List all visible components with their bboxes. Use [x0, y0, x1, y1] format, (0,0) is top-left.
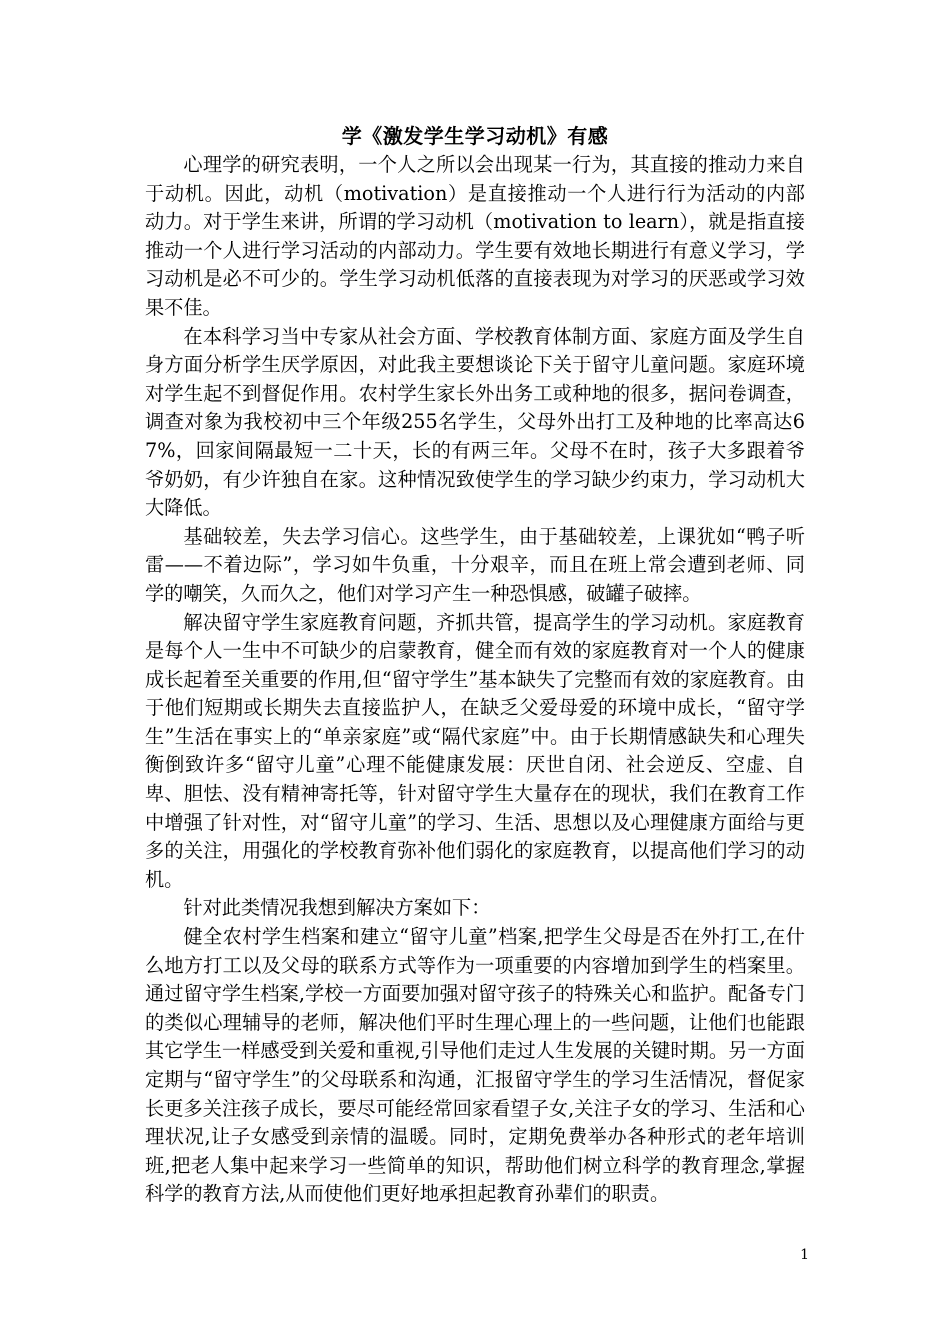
paragraph-weak-foundation: 基础较差，失去学习信心。这些学生，由于基础较差，上课犹如“鸭子听雷——不着边际”，学习如牛负重，十分艰辛，而且在班上常会遭到老师、同学的嘲笑，久而久之，他们对学习产生一种恐惧感，破罐子破摔。 — [145, 524, 805, 605]
paragraph-motivation-definition: 心理学的研究表明，一个人之所以会出现某一行为，其直接的推动力来自于动机。因此，动机（motivation）是直接推动一个人进行行为活动的内部动力。对于学生来讲，所谓的学习动机（motivation to learn），就是指直接推动一个人进行学习活动的内部动力。学生要有效地长期进行有意义学习，学习动机是必不可少的。学生学习动机低落的直接表现为对学习的厌恶或学习效果不佳。 — [145, 153, 805, 319]
page-number: 1 — [800, 1247, 809, 1263]
paragraph-solution-intro: 针对此类情况我想到解决方案如下： — [183, 896, 491, 920]
document-title: 学《激发学生学习动机》有感 — [341, 124, 609, 148]
document-body — [145, 121, 805, 1209]
paragraph-left-behind-children: 在本科学习当中专家从社会方面、学校教育体制方面、家庭方面及学生自身方面分析学生厌学原因，对此我主要想谈论下关于留守儿童问题。家庭环境对学生起不到督促作用。农村学生家长外出务工或种地的很多，据问卷调查，调查对象为我校初中三个年级255名学生，父母外出打工及种地的比率高达67%，回家间隔最短一二十天，长的有两三年。父母不在时，孩子大多跟着爷爷奶奶，有少许独自在家。这种情况致使学生的学习缺少约束力，学习动机大大降低。 — [145, 324, 805, 520]
paragraph-student-records: 健全农村学生档案和建立“留守儿童”档案,把学生父母是否在外打工,在什么地方打工以及父母的联系方式等作为一项重要的内容增加到学生的档案里。通过留守学生档案,学校一方面要加强对留守孩子的特殊关心和监护。配备专门的类似心理辅导的老师，解决他们平时生理心理上的一些问题，让他们也能跟其它学生一样感受到关爱和重视,引导他们走过人生发展的关键时期。另一方面定期与“留守学生”的父母联系和沟通，汇报留守学生的学习生活情况，督促家长更多关注孩子成长，要尽可能经常回家看望子女,关注子女的学习、生活和心理状况,让子女感受到亲情的温暖。同时，定期免费举办各种形式的老年培训班,把老人集中起来学习一些简单的知识，帮助他们树立科学的教育理念,掌握科学的教育方法,从而使他们更好地承担起教育孙辈们的职责。 — [145, 925, 805, 1206]
paragraph-family-education: 解决留守学生家庭教育问题，齐抓共管，提高学生的学习动机。家庭教育是每个人一生中不可缺少的启蒙教育，健全而有效的家庭教育对一个人的健康成长起着至关重要的作用,但“留守学生”基本缺失了完整而有效的家庭教育。由于他们短期或长期失去直接监护人，在缺乏父爱母爱的环境中成长，“留守学生”生活在事实上的“单亲家庭”或“隔代家庭”中。由于长期情感缺失和心理失衡倒致许多“留守儿童”心理不能健康发展：厌世自闭、社会逆反、空虚、自卑、胆怯、没有精神寄托等，针对留守学生大量存在的现状，我们在教育工作中增强了针对性，对“留守儿童”的学习、生活、思想以及心理健康方面给与更多的关注，用强化的学校教育弥补他们弱化的家庭教育，以提高他们学习的动机。 — [145, 610, 805, 891]
